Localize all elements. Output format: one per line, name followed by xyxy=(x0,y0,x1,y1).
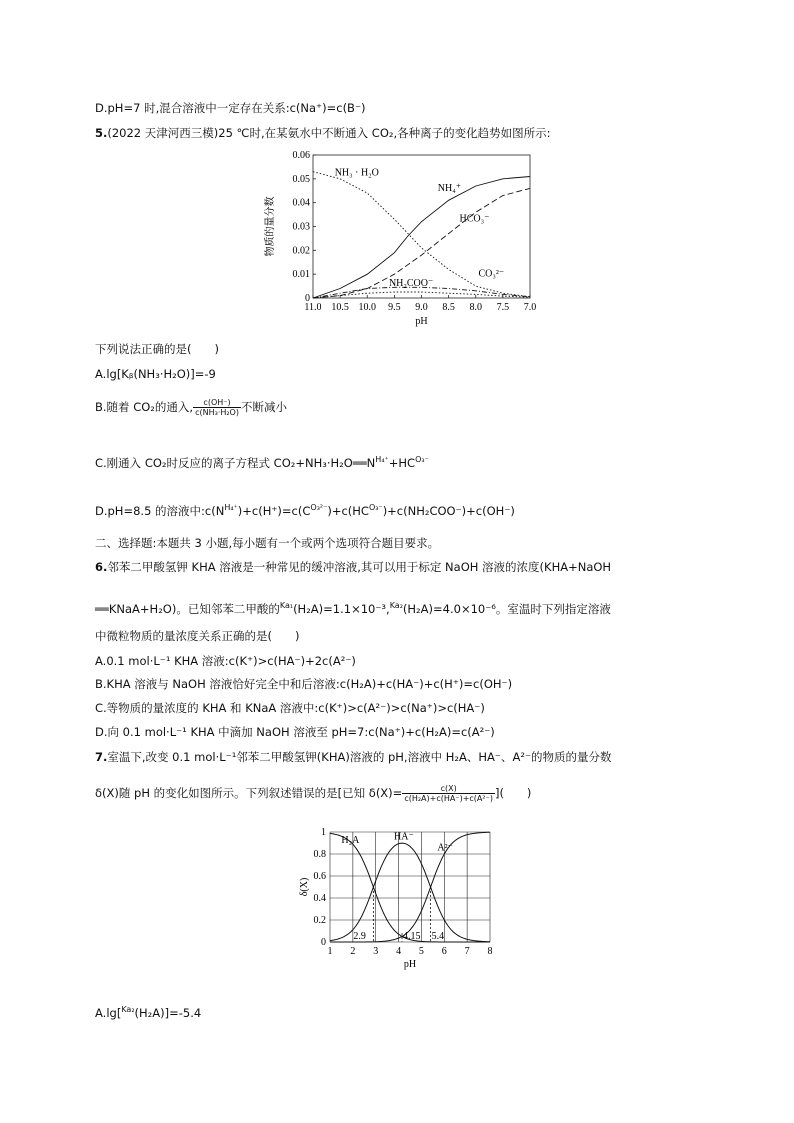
x-tick-label: 10.5 xyxy=(331,302,349,313)
series-label: A²⁻ xyxy=(437,842,453,854)
q5c-sup1: H₄⁺ xyxy=(375,455,389,464)
q5d-sup1: H₄⁺ xyxy=(224,503,238,512)
series-label: NH₂COO⁻ xyxy=(388,278,434,290)
q5d-prefix: D.pH=8.5 的溶液中:c(N xyxy=(95,503,225,518)
x-axis-label: pH xyxy=(415,316,428,327)
q5-chart xyxy=(255,148,545,333)
q7-stem-line2 xyxy=(95,784,531,803)
y-tick-label: 0.02 xyxy=(292,245,310,257)
y-tick-label: 0.06 xyxy=(292,150,310,161)
q5-stem xyxy=(95,125,551,141)
q7-number: 7. xyxy=(95,750,108,764)
q5b-prefix: B.随着 CO₂的通入, xyxy=(95,400,194,414)
q7-numerator: c(X) xyxy=(402,784,495,794)
q7-stem-line1 xyxy=(95,749,612,765)
x-tick-label: 10.0 xyxy=(358,302,376,313)
y-axis-label: δ(X) xyxy=(299,877,310,897)
q6-number: 6. xyxy=(95,560,108,574)
q6-option-a: A.0.1 mol·L⁻¹ KHA 溶液:c(K⁺)>c(HA⁻)+2c(A²⁻) xyxy=(95,654,356,668)
series-label: HA⁻ xyxy=(394,831,414,843)
q7a-suffix: (H₂A)]=-5.4 xyxy=(134,1005,202,1020)
x-tick-label: 6 xyxy=(441,946,447,957)
x-tick-label: 11.0 xyxy=(304,302,322,313)
series-label: HCO₃⁻ xyxy=(459,213,490,225)
y-tick-label: 0.6 xyxy=(313,871,326,882)
q5-option-c xyxy=(95,452,429,471)
q5-option-b xyxy=(95,398,287,417)
x-tick-label: 9.5 xyxy=(388,302,401,313)
series-label: NH₄⁺ xyxy=(437,182,461,194)
q6-option-d: D.向 0.1 mol·L⁻¹ KHA 中滴加 NaOH 溶液至 pH=7:c(Na⁺)+c(H₂A)=c(A²⁻) xyxy=(95,725,495,739)
x-tick-label: 5 xyxy=(418,946,424,957)
series-label: NH₃ · H₂O xyxy=(334,167,379,179)
annotation-label: 4.15 xyxy=(403,931,421,942)
y-tick-label: 0 xyxy=(321,937,326,948)
q7-option-a xyxy=(95,1002,201,1021)
q6-stem-line2 xyxy=(95,598,611,617)
q5d-sup2: O₃²⁻ xyxy=(310,503,328,512)
q6-ka2: Ka₂ xyxy=(389,601,403,610)
q5d-mid1: )+c(H⁺)=c(C xyxy=(237,503,311,518)
q5-number: 5. xyxy=(95,126,108,140)
q6-option-c: C.等物质的量浓度的 KHA 和 KNaA 溶液中:c(K⁺)>c(A²⁻)>c(Na⁺)>c(HA⁻) xyxy=(95,701,485,715)
y-tick-label: 1 xyxy=(321,827,326,838)
q5-question: 下列说法正确的是( ) xyxy=(95,342,219,356)
x-tick-label: 1 xyxy=(327,946,333,957)
q5c-sup2: O₃⁻ xyxy=(415,455,429,464)
q6-stem-line1 xyxy=(95,559,611,575)
y-tick-label: 0.2 xyxy=(313,915,326,926)
series-label: H₂A xyxy=(341,835,360,846)
q6-l2-mid: (H₂A)=1.1×10⁻³, xyxy=(293,601,390,616)
x-axis-label: pH xyxy=(403,959,417,970)
q5-stem-text: (2022 天津河西三模)25 ℃时,在某氨水中不断通入 CO₂,各种离子的变化趋势如图所示: xyxy=(107,126,551,140)
q5b-fraction xyxy=(193,398,241,417)
x-tick-label: 2 xyxy=(350,946,356,957)
y-tick-label: 0.01 xyxy=(292,269,310,281)
q6-stem-line3: 中微粒物质的量浓度关系正确的是( ) xyxy=(95,629,300,643)
q7-l2-suffix: ]( ) xyxy=(494,786,532,800)
q7a-ka2: Ka₂ xyxy=(121,1005,135,1014)
q7-l2-prefix: δ(X)随 pH 的变化如图所示。下列叙述错误的是[已知 δ(X)= xyxy=(95,786,403,800)
y-tick-label: 0.4 xyxy=(313,893,326,904)
x-tick-label: 3 xyxy=(373,946,379,957)
q7-stem-text1: 室温下,改变 0.1 mol·L⁻¹邻苯二甲酸氢钾(KHA)溶液的 pH,溶液中 H₂A、HA⁻、A²⁻的物质的量分数 xyxy=(107,750,612,764)
q6-stem-text1: 邻苯二甲酸氢钾 KHA 溶液是一种常见的缓冲溶液,其可以用于标定 NaOH 溶液的浓度(KHA+NaOH xyxy=(107,560,612,574)
y-tick-label: 0.05 xyxy=(292,173,310,185)
annotation-label: 2.9 xyxy=(353,931,366,942)
q5b-numerator: c(OH⁻) xyxy=(193,398,241,408)
section-heading: 二、选择题:本题共 3 小题,每小题有一个或两个选项符合题目要求。 xyxy=(95,536,440,550)
q5b-suffix: 不断减小 xyxy=(240,400,287,414)
q7-chart xyxy=(295,822,510,974)
q6-option-b: B.KHA 溶液与 NaOH 溶液恰好完全中和后溶液:c(H₂A)+c(HA⁻)+c(H⁺)=c(OH⁻) xyxy=(95,677,513,691)
annotation-label: 5.4 xyxy=(431,931,445,942)
x-tick-label: 7.0 xyxy=(523,302,537,313)
q7-fraction xyxy=(402,784,495,803)
x-tick-label: 7.5 xyxy=(496,302,510,313)
x-tick-label: 8.0 xyxy=(469,302,482,313)
q5-option-a: A.lg[Kᵦ(NH₃·H₂O)]=-9 xyxy=(95,367,216,381)
series-label: CO₃²⁻ xyxy=(478,268,505,280)
y-tick-label: 0.03 xyxy=(292,221,310,233)
series-curve-h2a xyxy=(330,833,490,942)
q7a-prefix: A.lg[ xyxy=(95,1005,122,1020)
q7-denominator: c(H₂A)+c(HA⁻)+c(A²⁻) xyxy=(404,794,493,803)
q6-l2-prefix: ══KNaA+H₂O)。已知邻苯二甲酸的 xyxy=(95,601,280,616)
y-axis-label: 物质的量分数 xyxy=(265,196,276,257)
x-tick-label: 8 xyxy=(487,946,493,957)
y-tick-label: 0 xyxy=(305,293,310,304)
q4-option-d: D.pH=7 时,混合溶液中一定存在关系:c(Na⁺)=c(B⁻) xyxy=(95,101,366,115)
q5-option-d xyxy=(95,500,515,519)
x-tick-label: 9.0 xyxy=(415,302,428,313)
q5c-mid: +HC xyxy=(388,455,416,470)
series-curve-ha xyxy=(330,843,490,942)
x-tick-label: 4 xyxy=(396,946,402,957)
y-tick-label: 0.8 xyxy=(313,849,326,860)
series-curve-a2 xyxy=(330,832,490,942)
q6-l2-suffix: (H₂A)=4.0×10⁻⁶。室温时下列指定溶液 xyxy=(402,601,611,616)
q5d-suffix: )+c(NH₂COO⁻)+c(OH⁻) xyxy=(382,503,515,518)
y-tick-label: 0.04 xyxy=(292,197,310,209)
q5d-mid2: )+c(HC xyxy=(327,503,369,518)
q5d-sup3: O₃⁻ xyxy=(368,503,383,512)
q6-ka1: Ka₁ xyxy=(279,601,294,610)
q5c-prefix: C.刚通入 CO₂时反应的离子方程式 CO₂+NH₃·H₂O══N xyxy=(95,455,376,470)
x-tick-label: 8.5 xyxy=(442,302,455,313)
q5b-denominator: c(NH₃·H₂O) xyxy=(195,408,239,417)
x-tick-label: 7 xyxy=(464,946,470,957)
